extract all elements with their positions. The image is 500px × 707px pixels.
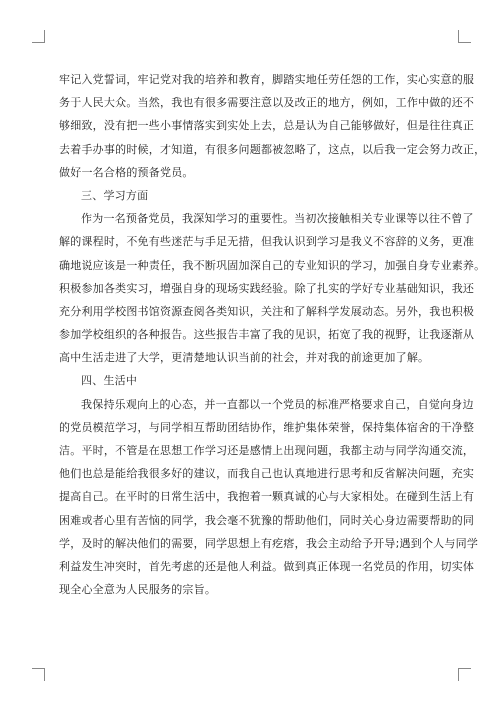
text-line: 解的课程时，不免有些迷茫与手足无措，但我认识到学习是我义不容辞的义务，更准: [59, 235, 475, 249]
paragraph-conclusion: [59, 68, 486, 184]
text-line: 困难或者心里有苦恼的同学，我会毫不犹豫的帮助他们，同时关心身边需要帮助的同: [59, 513, 475, 527]
text-line: 够细致，没有把一些小事情落实到实处上去，总是认为自己能够做好，但是往往真正: [59, 119, 475, 133]
crop-mark-bottom-right: [458, 668, 471, 681]
text-line: 高中生活走进了大学，更清楚地认识当前的社会，并对我的前途更加了解。: [59, 351, 430, 365]
crop-mark-bottom-left: [32, 668, 45, 681]
text-line: 学，及时的解决他们的需要，同学思想上有疙瘩，我会主动给予开导;遇到个人与同学: [59, 536, 479, 550]
text-line: 做好一名合格的预备党员。: [59, 165, 194, 179]
text-line: 洁。平时，不管是在思想工作学习还是感情上出现问题，我都主动与同学沟通交流，: [59, 444, 475, 457]
paragraph-study: [59, 207, 486, 369]
section-heading-life: 四、生活中: [81, 374, 138, 388]
text-line: 的党员模范学习，与同学相互帮助团结协作，维护集体荣誉，保持集体宿舍的干净整: [59, 420, 475, 434]
text-line: 充分利用学校图书馆资源查阅各类知识，关注和了解科学发展动态。另外，我也积极: [59, 304, 475, 318]
crop-mark-top-left: [32, 30, 45, 43]
text-line: 作为一名预备党员，我深知学习的重要性。当初次接触相关专业课等以往不曾了: [81, 212, 474, 226]
text-line: 我保持乐观向上的心态，并一直都以一个党员的标准严格要求自己，自觉向身边: [81, 397, 474, 411]
text-line: 确地说应该是一种责任，我不断巩固加深自己的专业知识的学习，加强自身专业素养。: [59, 258, 486, 272]
text-line: 牢记入党誓词，牢记党对我的培养和教育，脚踏实地任劳任怨的工作，实心实意的服: [59, 73, 475, 86]
text-line: 利益发生冲突时，首先考虑的还是他人利益。做到真正体现一名党员的作用，切实体: [59, 559, 475, 573]
text-line: 他们也总是能给我很多好的建议，而我自己也认真地进行思考和反省解决问题，充实: [59, 467, 475, 481]
text-line: 务于人民大众。当然，我也有很多需要注意以及改正的地方，例如，工作中做的还不: [59, 96, 475, 110]
document-body: [59, 68, 486, 601]
crop-mark-top-right: [458, 30, 471, 43]
text-line: 参加学校组织的各种报告。这些报告丰富了我的见识，拓宽了我的视野，让我逐渐从: [59, 328, 475, 342]
text-line: 现全心全意为人民服务的宗旨。: [59, 583, 217, 597]
text-line: 去着手办事的时候，才知道，有很多问题都被忽略了，这点，以后我一定会努力改正，: [59, 142, 486, 156]
paragraph-life: [59, 393, 479, 602]
text-line: 积极参加各类实习，增强自身的现场实践经验。除了扎实的学好专业基础知识，我还: [59, 281, 475, 295]
text-line: 提高自己。在平时的日常生活中，我抱着一颗真诚的心与大家相处。在碰到生活上有: [59, 490, 475, 504]
section-heading-study: 三、学习方面: [81, 188, 149, 202]
